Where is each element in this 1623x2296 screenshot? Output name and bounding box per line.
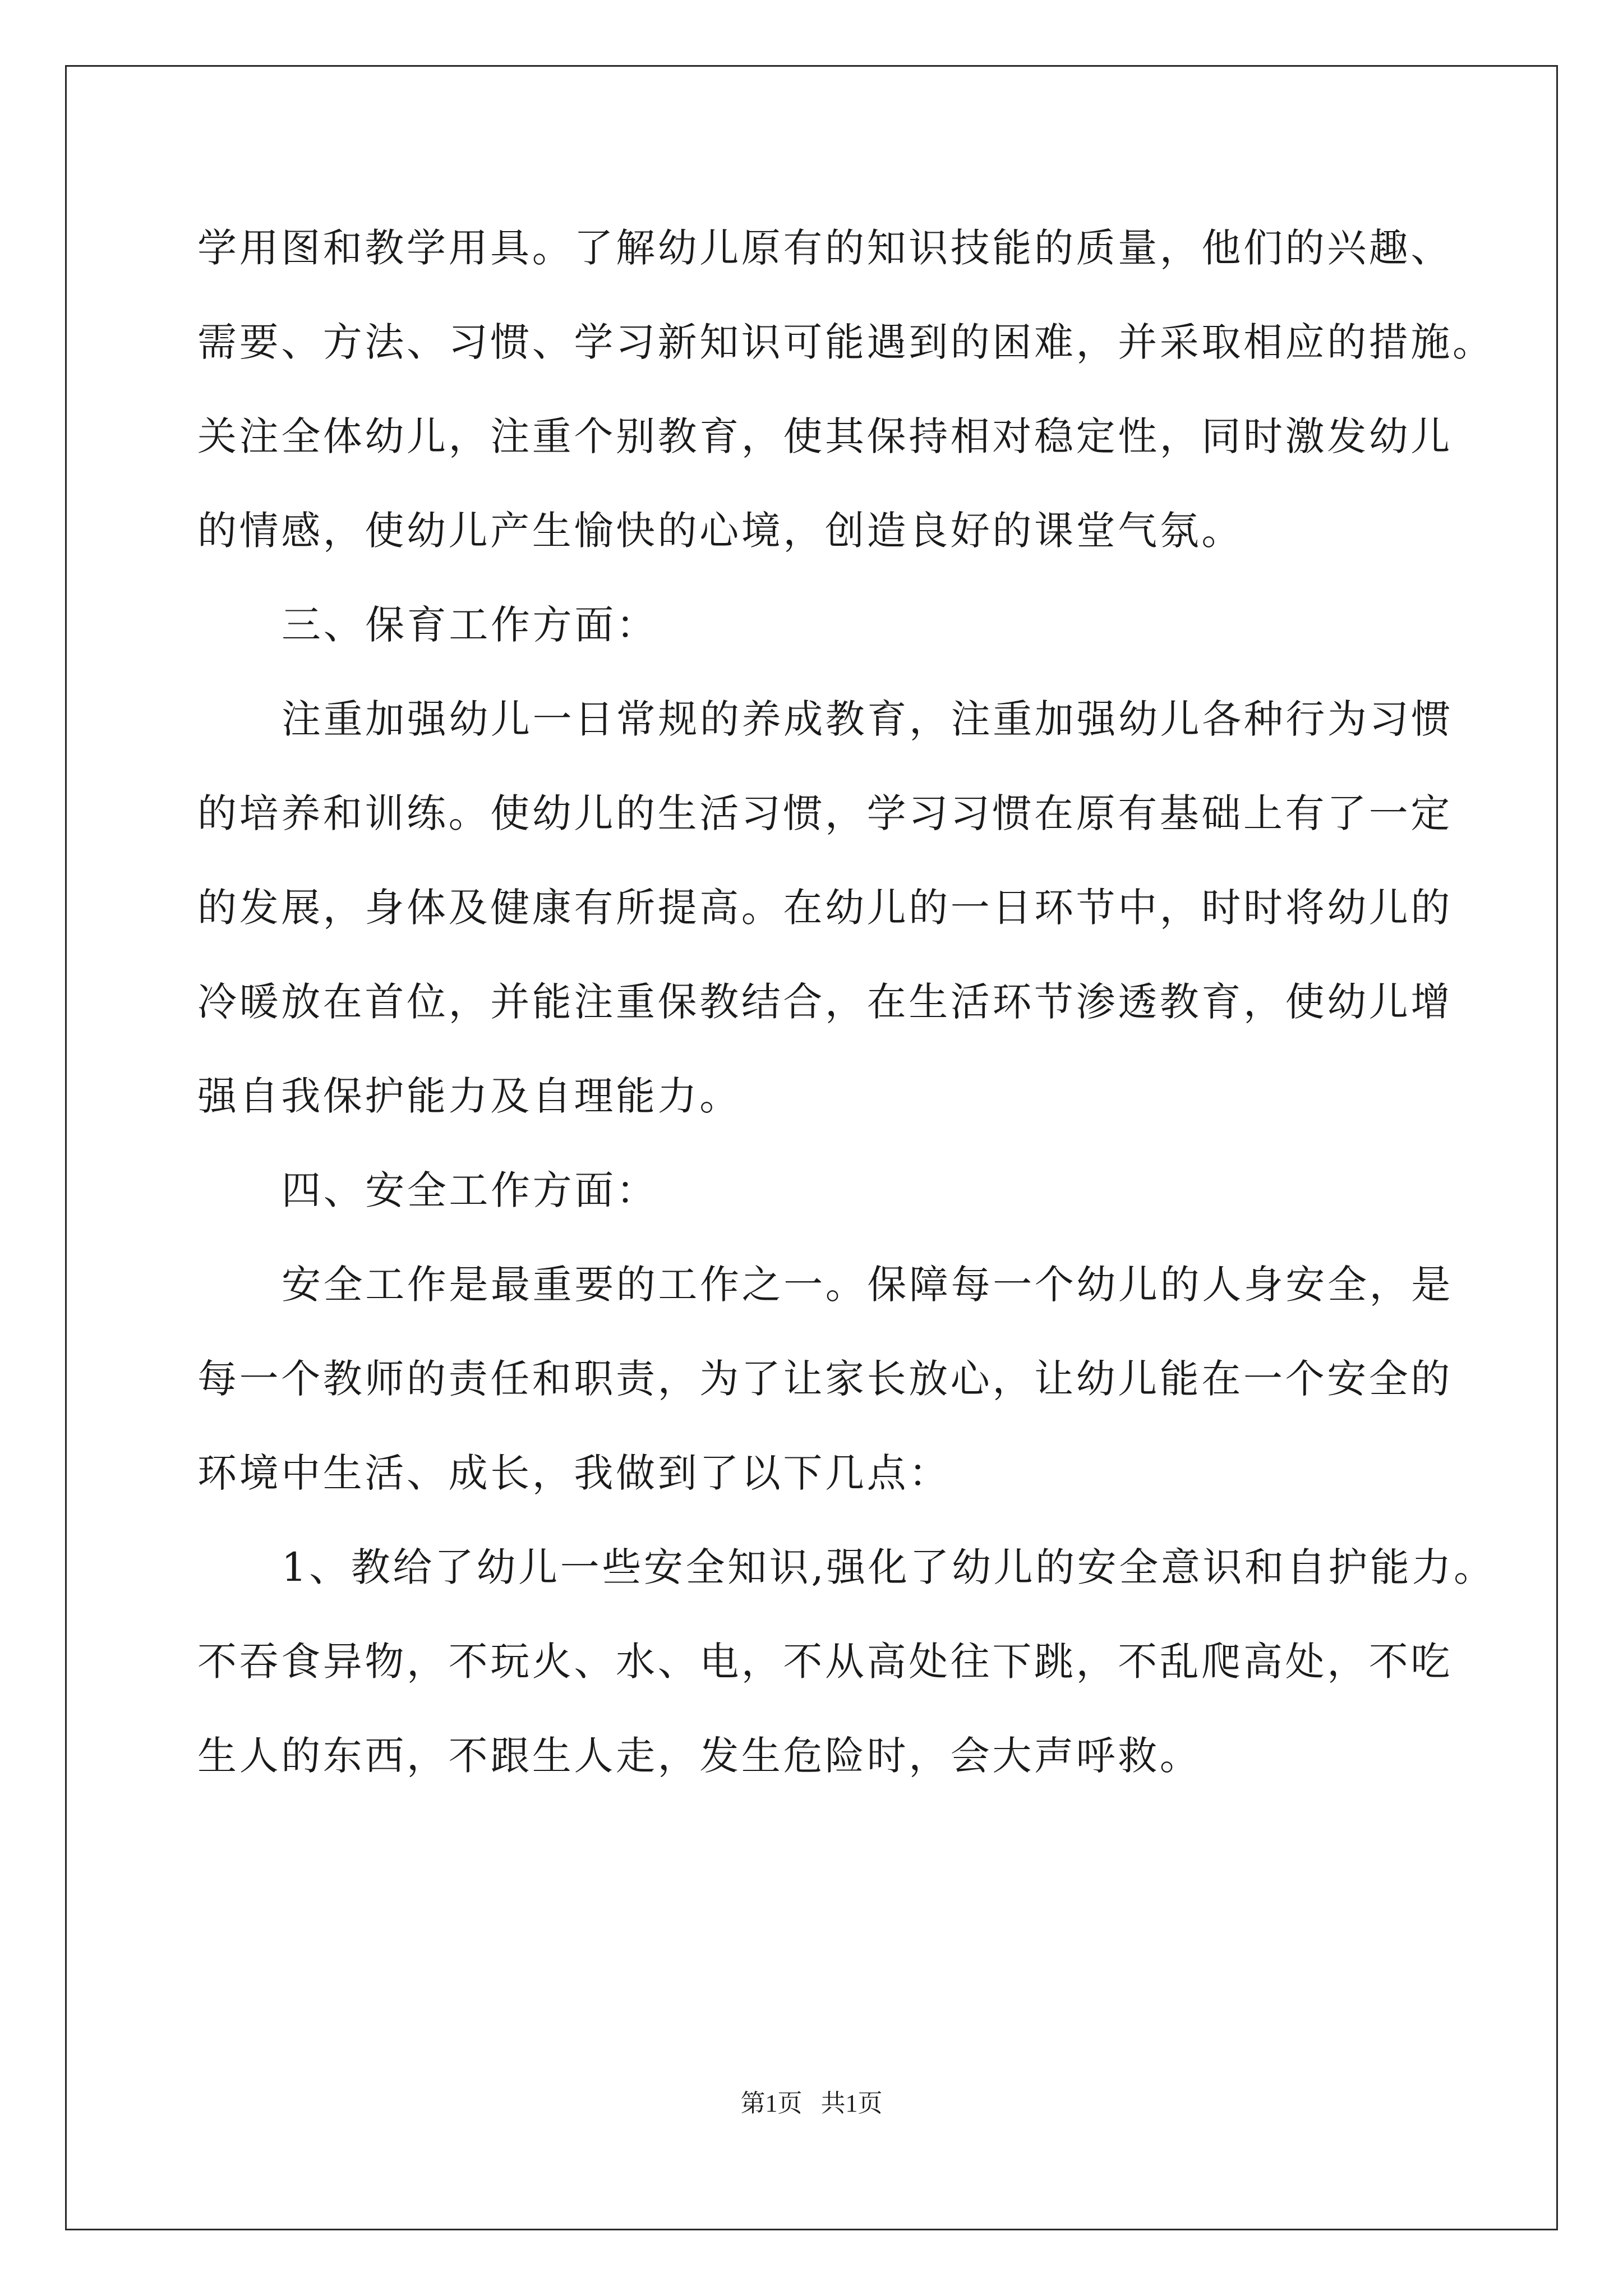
- text-line: 生人的东西，不跟生人走，发生危险时，会大声呼救。: [197, 1733, 1202, 1779]
- text-line: 三、保育工作方面：: [282, 602, 658, 648]
- document-body: [197, 201, 1496, 1803]
- text-line: 需要、方法、习惯、学习新知识可能遇到的困难，并采取相应的措施。: [197, 319, 1495, 365]
- text-line: 的情感，使幼儿产生愉快的心境，创造良好的课堂气氛。: [197, 508, 1243, 554]
- page-total: 共1页: [820, 2090, 883, 2117]
- page-footer: [0, 2087, 1623, 2120]
- text-line: 的发展，身体及健康有所提高。在幼儿的一日环节中，时时将幼儿的: [197, 885, 1453, 931]
- text-line: 不吞食异物，不玩火、水、电，不从高处往下跳，不乱爬高处，不吃: [197, 1639, 1453, 1685]
- text-line: 安全工作是最重要的工作之一。保障每一个幼儿的人身安全，是: [282, 1262, 1453, 1308]
- text-line: 1、教给了幼儿一些安全知识,强化了幼儿的安全意识和自护能力。: [282, 1544, 1496, 1590]
- text-line: 四、安全工作方面：: [282, 1167, 658, 1213]
- text-line: 关注全体幼儿，注重个别教育，使其保持相对稳定性，同时激发幼儿: [197, 413, 1453, 459]
- text-line: 学用图和教学用具。了解幼儿原有的知识技能的质量，他们的兴趣、: [197, 225, 1453, 271]
- text-line: 的培养和训练。使幼儿的生活习惯，学习习惯在原有基础上有了一定: [197, 790, 1453, 836]
- text-line: 每一个教师的责任和职责，为了让家长放心，让幼儿能在一个安全的: [197, 1356, 1453, 1402]
- text-line: 注重加强幼儿一日常规的养成教育，注重加强幼儿各种行为习惯: [282, 696, 1453, 742]
- text-line: 强自我保护能力及自理能力。: [197, 1073, 741, 1119]
- text-line: 环境中生活、成长，我做到了以下几点：: [197, 1450, 951, 1496]
- text-line: 冷暖放在首位，并能注重保教结合，在生活环节渗透教育，使幼儿增: [197, 979, 1453, 1025]
- page-number: 第1页: [740, 2090, 803, 2117]
